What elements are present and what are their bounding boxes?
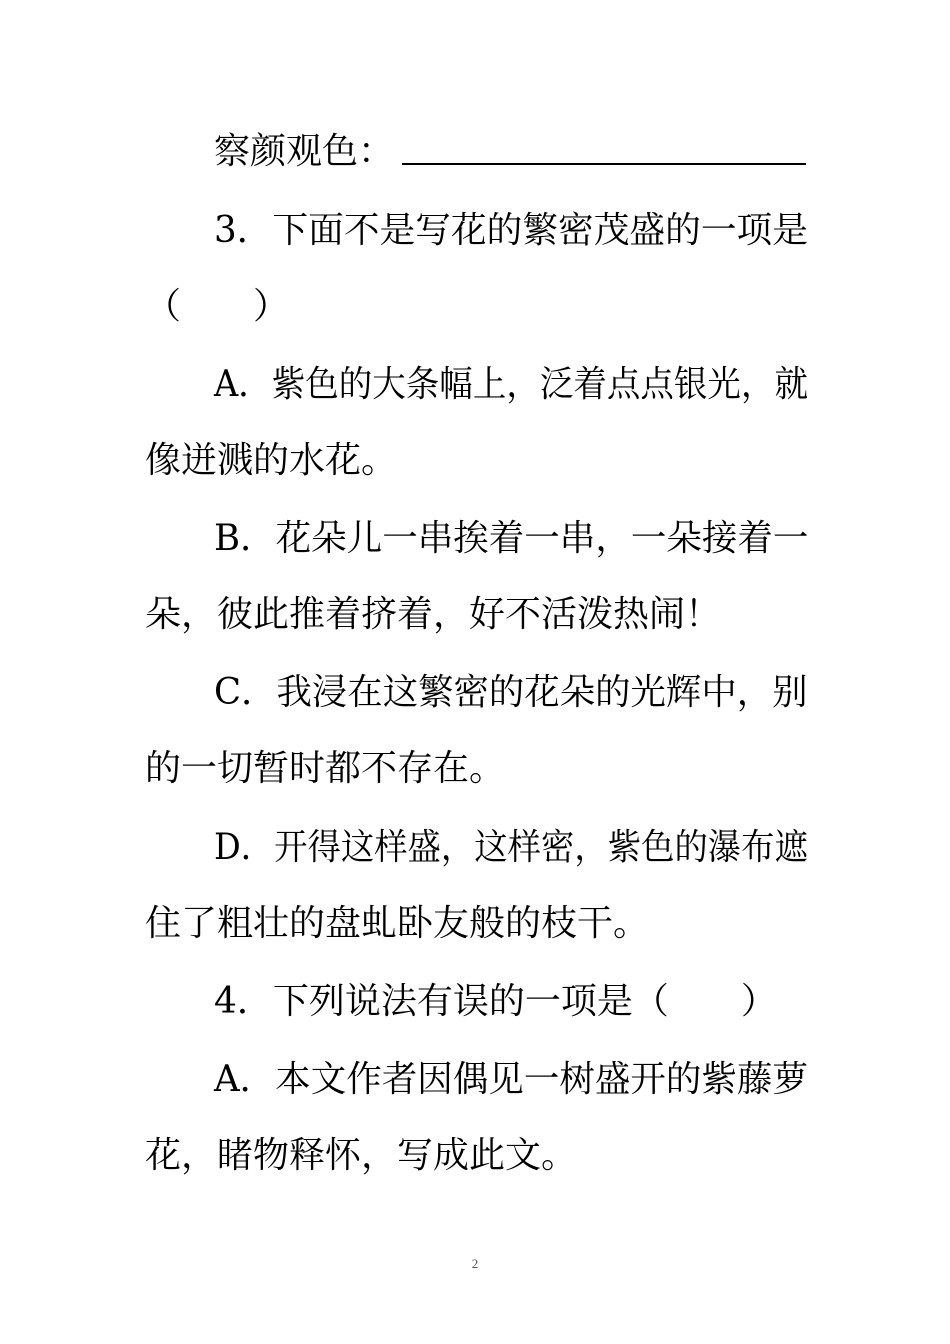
question-3-option-a-line2: 像迸溅的水花。 <box>145 440 398 481</box>
answer-blank-line <box>402 163 806 165</box>
question-3-option-d-line1: D．开得这样盛，这样密，紫色的瀑布遮 <box>214 827 808 868</box>
question-3-answer-paren: （ ） <box>145 286 290 327</box>
question-3-stem: 3．下面不是写花的繁密茂盛的一项是 <box>214 210 808 251</box>
question-3-option-c-line2: 的一切暂时都不存在。 <box>145 748 506 789</box>
fill-blank-label: 察颜观色： <box>214 131 395 172</box>
question-3-option-a-line1: A．紫色的大条幅上，泛着点点银光，就 <box>214 364 808 405</box>
page-number: 2 <box>471 1256 479 1271</box>
question-4-option-a-line2: 花，睹物释怀，写成此文。 <box>145 1135 578 1176</box>
question-3-option-b-line2: 朵，彼此推着挤着，好不活泼热闹！ <box>145 594 722 635</box>
question-3-option-c-line1: C．我浸在这繁密的花朵的光辉中，别 <box>214 672 808 713</box>
question-4-option-a-line1: A．本文作者因偶见一树盛开的紫藤萝 <box>214 1059 808 1100</box>
question-4-stem: 4．下列说法有误的一项是（ ） <box>214 981 777 1022</box>
question-3-option-b-line1: B．花朵儿一串挨着一串，一朵接着一 <box>214 518 809 559</box>
question-3-option-d-line2: 住了粗壮的盘虬卧友般的枝干。 <box>145 903 650 944</box>
